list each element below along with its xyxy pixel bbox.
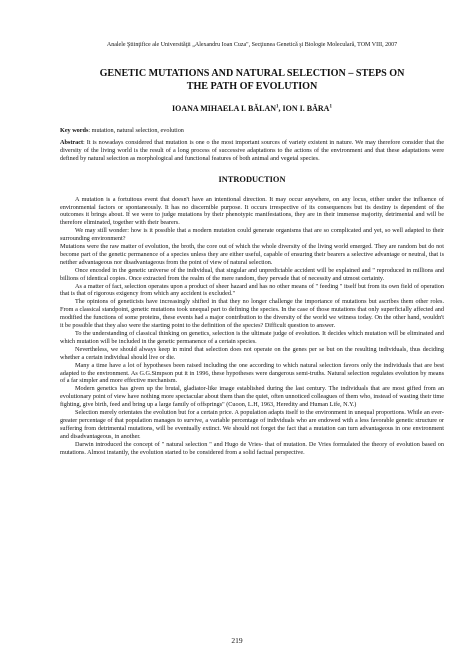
paragraph: Mutations were the raw matter of evolution, the broth, the core out of which the whole diversity of the living world emerged. They are random but do not become part of the genetic permanence of a species unless they are either useful, capable of ensuring their bearers a selective advantage or neutral, that is neither advantageous nor disadvantageous from the point of view of natural selection. [60, 243, 444, 266]
paragraph: Many a time have a lot of hypotheses been raised including the one according to which natural selection favors only the individuals that are best adapted to the environment. As G.G.Simpson put it in 1996, these hypotheses were dangerous semi-truths. Natural selection regulates evolution by means of a far simpler and more effective mechanism. [60, 361, 444, 385]
paragraph: Modern genetics has given up the brutal, gladiator-like image established during the last century. The individuals that are most gifted from an evolutionary point of view have nothing more spectacular about them than the quiet, often unnoticed colleagues of them who, instead of wasting their time fighting, give birth, feed and bring up a large family of offsprings" (Cuoon, L.H, 1963, Heredity and Human Life, N.Y.) [60, 385, 444, 409]
author-line [60, 104, 444, 113]
section-heading-introduction: INTRODUCTION [218, 174, 286, 184]
title-line-2: THE PATH OF EVOLUTION [186, 81, 318, 92]
running-head: Analele Ştiinţifice ale Universităţii „Alexandru Ioan Cuza", Secţiunea Genetică şi Biologie Moleculară, TOM VIII, 2007 [106, 42, 398, 48]
paragraph: To the understanding of classical thinking on genetics, selection is the ultimate judge of evolution. It decides which mutation will be eliminated and which mutation will be included in the genetic permanence of a certain species. [60, 330, 444, 345]
paragraph: As a matter of fact, selection operates upon a product of sheer hazard and has no other means of " feeding " itself but from its own field of operation that is that of rigorous exigency from which any accident is excluded." [60, 282, 444, 298]
author-2: ION I. BĂRA [282, 104, 330, 113]
paragraph: Selection merely orientates the evolution but for a certain price. A population adapts itself to the environment in unequal proportions. While an ever-greater percentage of that population manages to survive, a variable percentage of individuals who are endowed with a less favorable genetic structure or suffering from detrimental mutations, will be eventually extinct. We should not forget the fact that a mutation can turn advantageous in one environment and disadvantageous, in another. [60, 409, 444, 440]
paragraph: Nevertheless, we should always keep in mind that selection does not operate on the genes per se but on the resulting individuals, thus deciding whether a certain individual should live or die. [60, 345, 444, 361]
abstract-label: Abstract [60, 139, 84, 146]
keywords-text: : mutation, natural selection, evolution [88, 127, 184, 134]
author-separator: , [278, 104, 283, 113]
paragraph: Darwin introduced the concept of " natural selection " and Hugo de Vries- that of mutation. De Vries formulated the theory of evolution based on mutations. Almost instantly, the evolution started to be considered from a solid factual perspective. [60, 440, 444, 456]
title-line-1: GENETIC MUTATIONS AND NATURAL SELECTION – STEPS ON [99, 68, 405, 79]
author-1-affiliation: 1 [276, 104, 279, 110]
abstract-text: : It is nowadays considered that mutation is one o the most important sources of variety existent in nature. We may therefore consider that the diversity of the living world is the result of a long process of successive adaptations to the actions of the environment and that these adaptations were defined by natural selection as morphological and functional features of both animal and vegetal species. [60, 139, 444, 163]
article-title [60, 67, 444, 93]
keywords-label: Key words [60, 127, 89, 134]
abstract [60, 139, 444, 164]
keywords [60, 127, 444, 135]
introduction-body [60, 196, 444, 457]
page-number: 219 [231, 636, 243, 645]
paragraph: Once encoded in the genetic universe of the individual, that singular and unpredictable accident will be explained and " reproduced in millions and billions of identical copies. Once extracted from the realm of the mere random, they pervade that of necessity and utmost certainty. [60, 266, 444, 282]
author-2-affiliation: 1 [329, 104, 332, 110]
article-page [60, 42, 444, 457]
paragraph: The opinions of geneticists have increasingly shifted in that they no longer challenge the importance of mutations but ascribes them other roles. From a classical standpoint, genetic mutations took unequal part to defining the species. In the case of those mutations that only superficially affected and modified the functions of some proteins, these events had a major contribution to the diversity of the world we witness today. On the other hand, wouldn't it be possible that they also were the starting point to the definition of the species? Difficult question to answer. [60, 298, 444, 330]
author-1: IOANA MIHAELA I. BĂLAN [172, 104, 277, 113]
paragraph: A mutation is a fortuitous event that doesn't have an intentional direction. It may occur anywhere, on any locus, either under the influence of environmental factors or spontaneously. It has no discernible purpose. It occurs irrespective of its consequences but its destiny is dependent of the outcomes it brings about. If we were to judge mutations by their phenotypic manifestations, they are in their immense majority, detrimental and will be therefore eliminated, together with their bearers. [60, 195, 444, 227]
paragraph: We may still wonder: how is it possible that a modern mutation could generate organisms that are so complicated and yet, so well adapted to their surrounding environment? [60, 227, 444, 243]
